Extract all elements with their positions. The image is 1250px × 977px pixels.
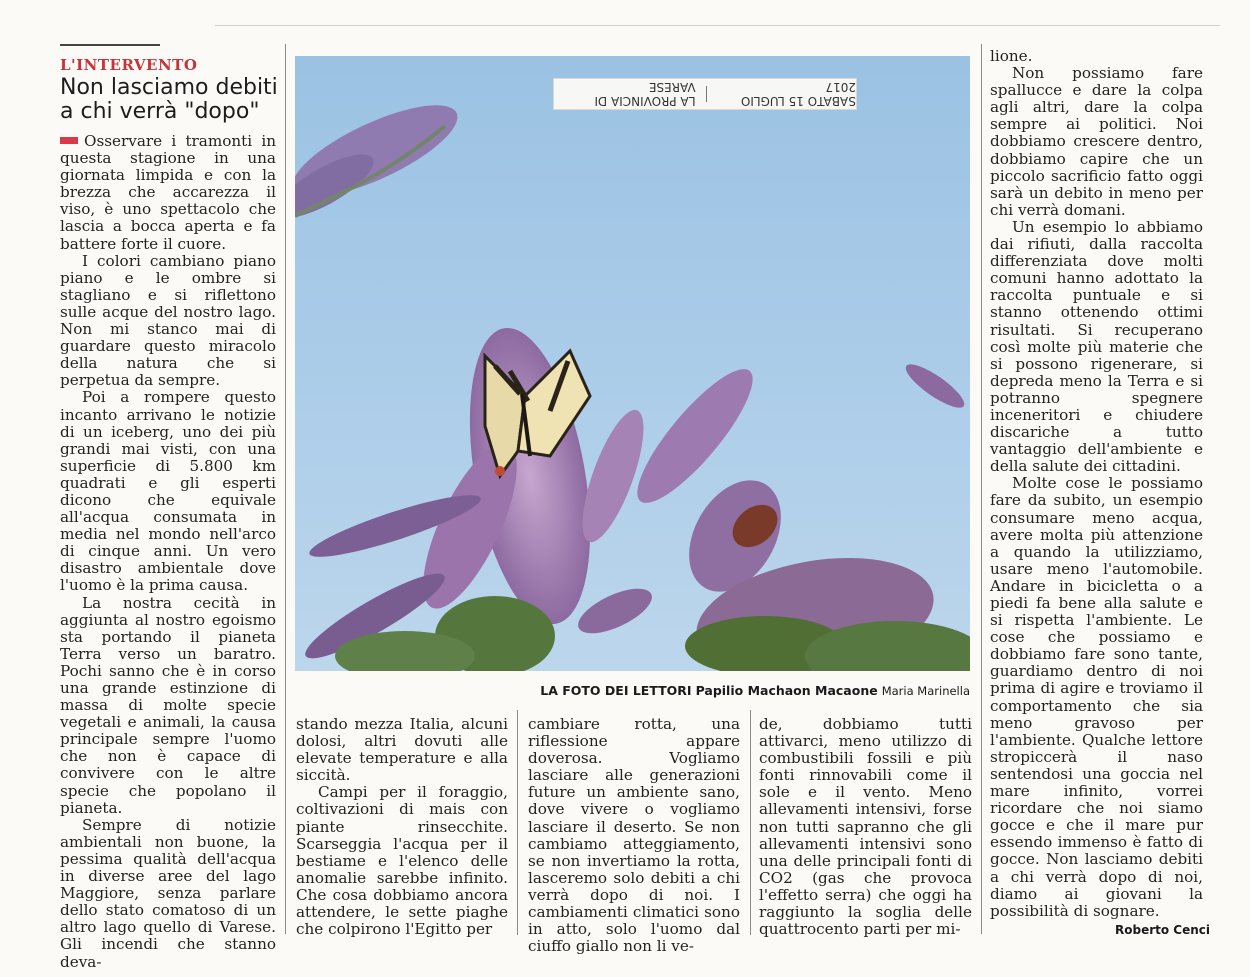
caption-author: Maria Marinella bbox=[881, 684, 970, 698]
paragraph: La nostra cecità in aggiunta al nostro egoismo sta portando il pianeta Terra verso un baratro. Pochi sanno che è in corso una grande estinzione di massa di molte specie vegetali e animali, la causa principale sempre l'uomo che non è capace di convivere con le altre specie che popolano il pianeta. bbox=[60, 593, 276, 817]
column-rule bbox=[750, 710, 751, 935]
newspaper-date-stamp bbox=[553, 78, 857, 110]
paragraph: Un esempio lo abbiamo dai rifiuti, dalla raccolta differenziata dove molti comuni hanno adottato la raccolta puntuale e si stanno ottenendo ottimi risultati. Si recuperano così molte più materie che si possono rigenerare, si depreda meno la Terra e si potranno spegnere inceneritori e chiudere discariche a tutto vantaggio dell'ambiente e della salute dei cittadini. bbox=[990, 217, 1203, 476]
paragraph: de, dobbiamo tutti attivarci, meno utilizzo di combustibili fossili e più fonti rinnovabili come il sole e il vento. Meno allevamenti intensivi, forse non tutti sapranno che gli allevamenti intensivi sono una delle principali fonti di CO2 (gas che provoca l'effetto serra) che oggi ha raggiunto la soglia delle quattrocento parti per mi- bbox=[759, 715, 972, 939]
stamp-separator bbox=[706, 86, 707, 102]
paragraph: Campi per il foraggio, coltivazioni di mais con piante rinsecchite. Scarseggia l'acqua per il bestiame e l'elenco delle anomalie sarebbe infinito. Che cosa dobbiamo ancora attendere, le sette piaghe che colpirono l'Egitto per bbox=[296, 783, 508, 939]
reader-photo bbox=[295, 56, 970, 671]
paragraph: I colori cambiano piano piano e le ombre si stagliano e si riflettono sulle acque del nostro lago. Non mi stanco mai di guardare questo miracolo della natura che si perpetua da sempre. bbox=[60, 251, 276, 390]
paragraph: Non possiamo fare spallucce e dare la colpa agli altri, dare la colpa sempre ai politici. Noi dobbiamo crescere dentro, dobbiamo capire che un piccolo sacrificio fatto oggi sarà un debito in meno per chi verrà domani. bbox=[990, 64, 1203, 219]
column-rule bbox=[981, 44, 982, 934]
kicker-rule bbox=[60, 44, 160, 46]
stamp-newspaper: LA PROVINCIA DI VARESE bbox=[594, 80, 696, 108]
caption-section: LA FOTO DEI LETTORI bbox=[540, 683, 692, 698]
paragraph: Molte cose le possiamo fare da subito, un esempio consumare meno acqua, avere molta più attenzione a quando la utilizziamo, usare meno l'automobile. Andare in bicicletta o a piedi fa bene alla salute e si rispetta l'ambiente. Le cose che possiamo e dobbiamo fare sono tante, guardiamo dentro di noi prima di agire e troviamo il comportamento che sia meno gravoso per l'ambiente. Qualche lettore stropiccerà il naso sentendosi una goccia nel mare infinito, vorrei ricordare che noi siamo gocce e che il mare pur essendo immenso è fatto di gocce. Non lasciamo debiti a chi verrà dopo di noi, diamo ai giovani la possibilità di sognare. bbox=[990, 474, 1203, 920]
article-column-2 bbox=[296, 716, 508, 938]
photo-caption bbox=[540, 683, 970, 698]
stamp-date: SABATO 15 LUGLIO 2017 bbox=[740, 80, 856, 108]
paragraph: Osservare i tramonti in questa stagione in una giornata limpida e con la brezza che accarezza il viso, è uno spettacolo che lascia a bocca aperta e fa battere forte il cuore. bbox=[60, 132, 276, 253]
paragraph: Sempre di notizie ambientali non buone, la pessima qualità dell'acqua in diverse aree del lago Maggiore, senza parlare dello stato comatoso di un altro lago quello di Varese. Gli incendi che stanno deva- bbox=[60, 815, 276, 971]
top-rule bbox=[215, 25, 1220, 26]
paragraph: Poi a rompere questo incanto arrivano le notizie di un iceberg, uno dei più grandi mai visti, con una superficie di 5.800 km quadrati e gli esperti dicono che equivale all'acqua consumata in media nel mondo nell'arco di cinque anni. Un vero disastro ambientale dove l'uomo è la prima causa. bbox=[60, 388, 276, 595]
paragraph: cambiare rotta, una riflessione appare doverosa. Vogliamo lasciare alle generazioni future un ambiente sano, dove vivere o vogliamo lasciare il deserto. Se non cambiamo atteggiamento, se non invertiamo la rotta, lasceremo solo debiti a chi verrà dopo di noi. I cambiamenti climatici sono in atto, solo l'uomo dal ciuffo giallo non li ve- bbox=[528, 715, 740, 956]
column-rule bbox=[285, 44, 286, 934]
paragraph: stando mezza Italia, alcuni dolosi, altri dovuti alle elevate temperature e alla siccità. bbox=[296, 715, 508, 785]
article-column-4 bbox=[759, 716, 972, 938]
lead-square-icon bbox=[60, 137, 78, 144]
paragraph: lione. bbox=[990, 47, 1033, 65]
caption-title: Papilio Machaon Macaone bbox=[695, 683, 878, 698]
article-author: Roberto Cenci bbox=[1115, 923, 1211, 937]
section-kicker: L'INTERVENTO bbox=[60, 56, 198, 74]
column-rule bbox=[517, 710, 518, 935]
article-column-5 bbox=[990, 48, 1203, 920]
article-column-3 bbox=[528, 716, 740, 955]
butterfly-on-buddleia-image bbox=[295, 56, 970, 671]
article-headline: Non lasciamo debiti a chi verrà "dopo" bbox=[60, 75, 278, 124]
article-column-1 bbox=[60, 133, 276, 971]
